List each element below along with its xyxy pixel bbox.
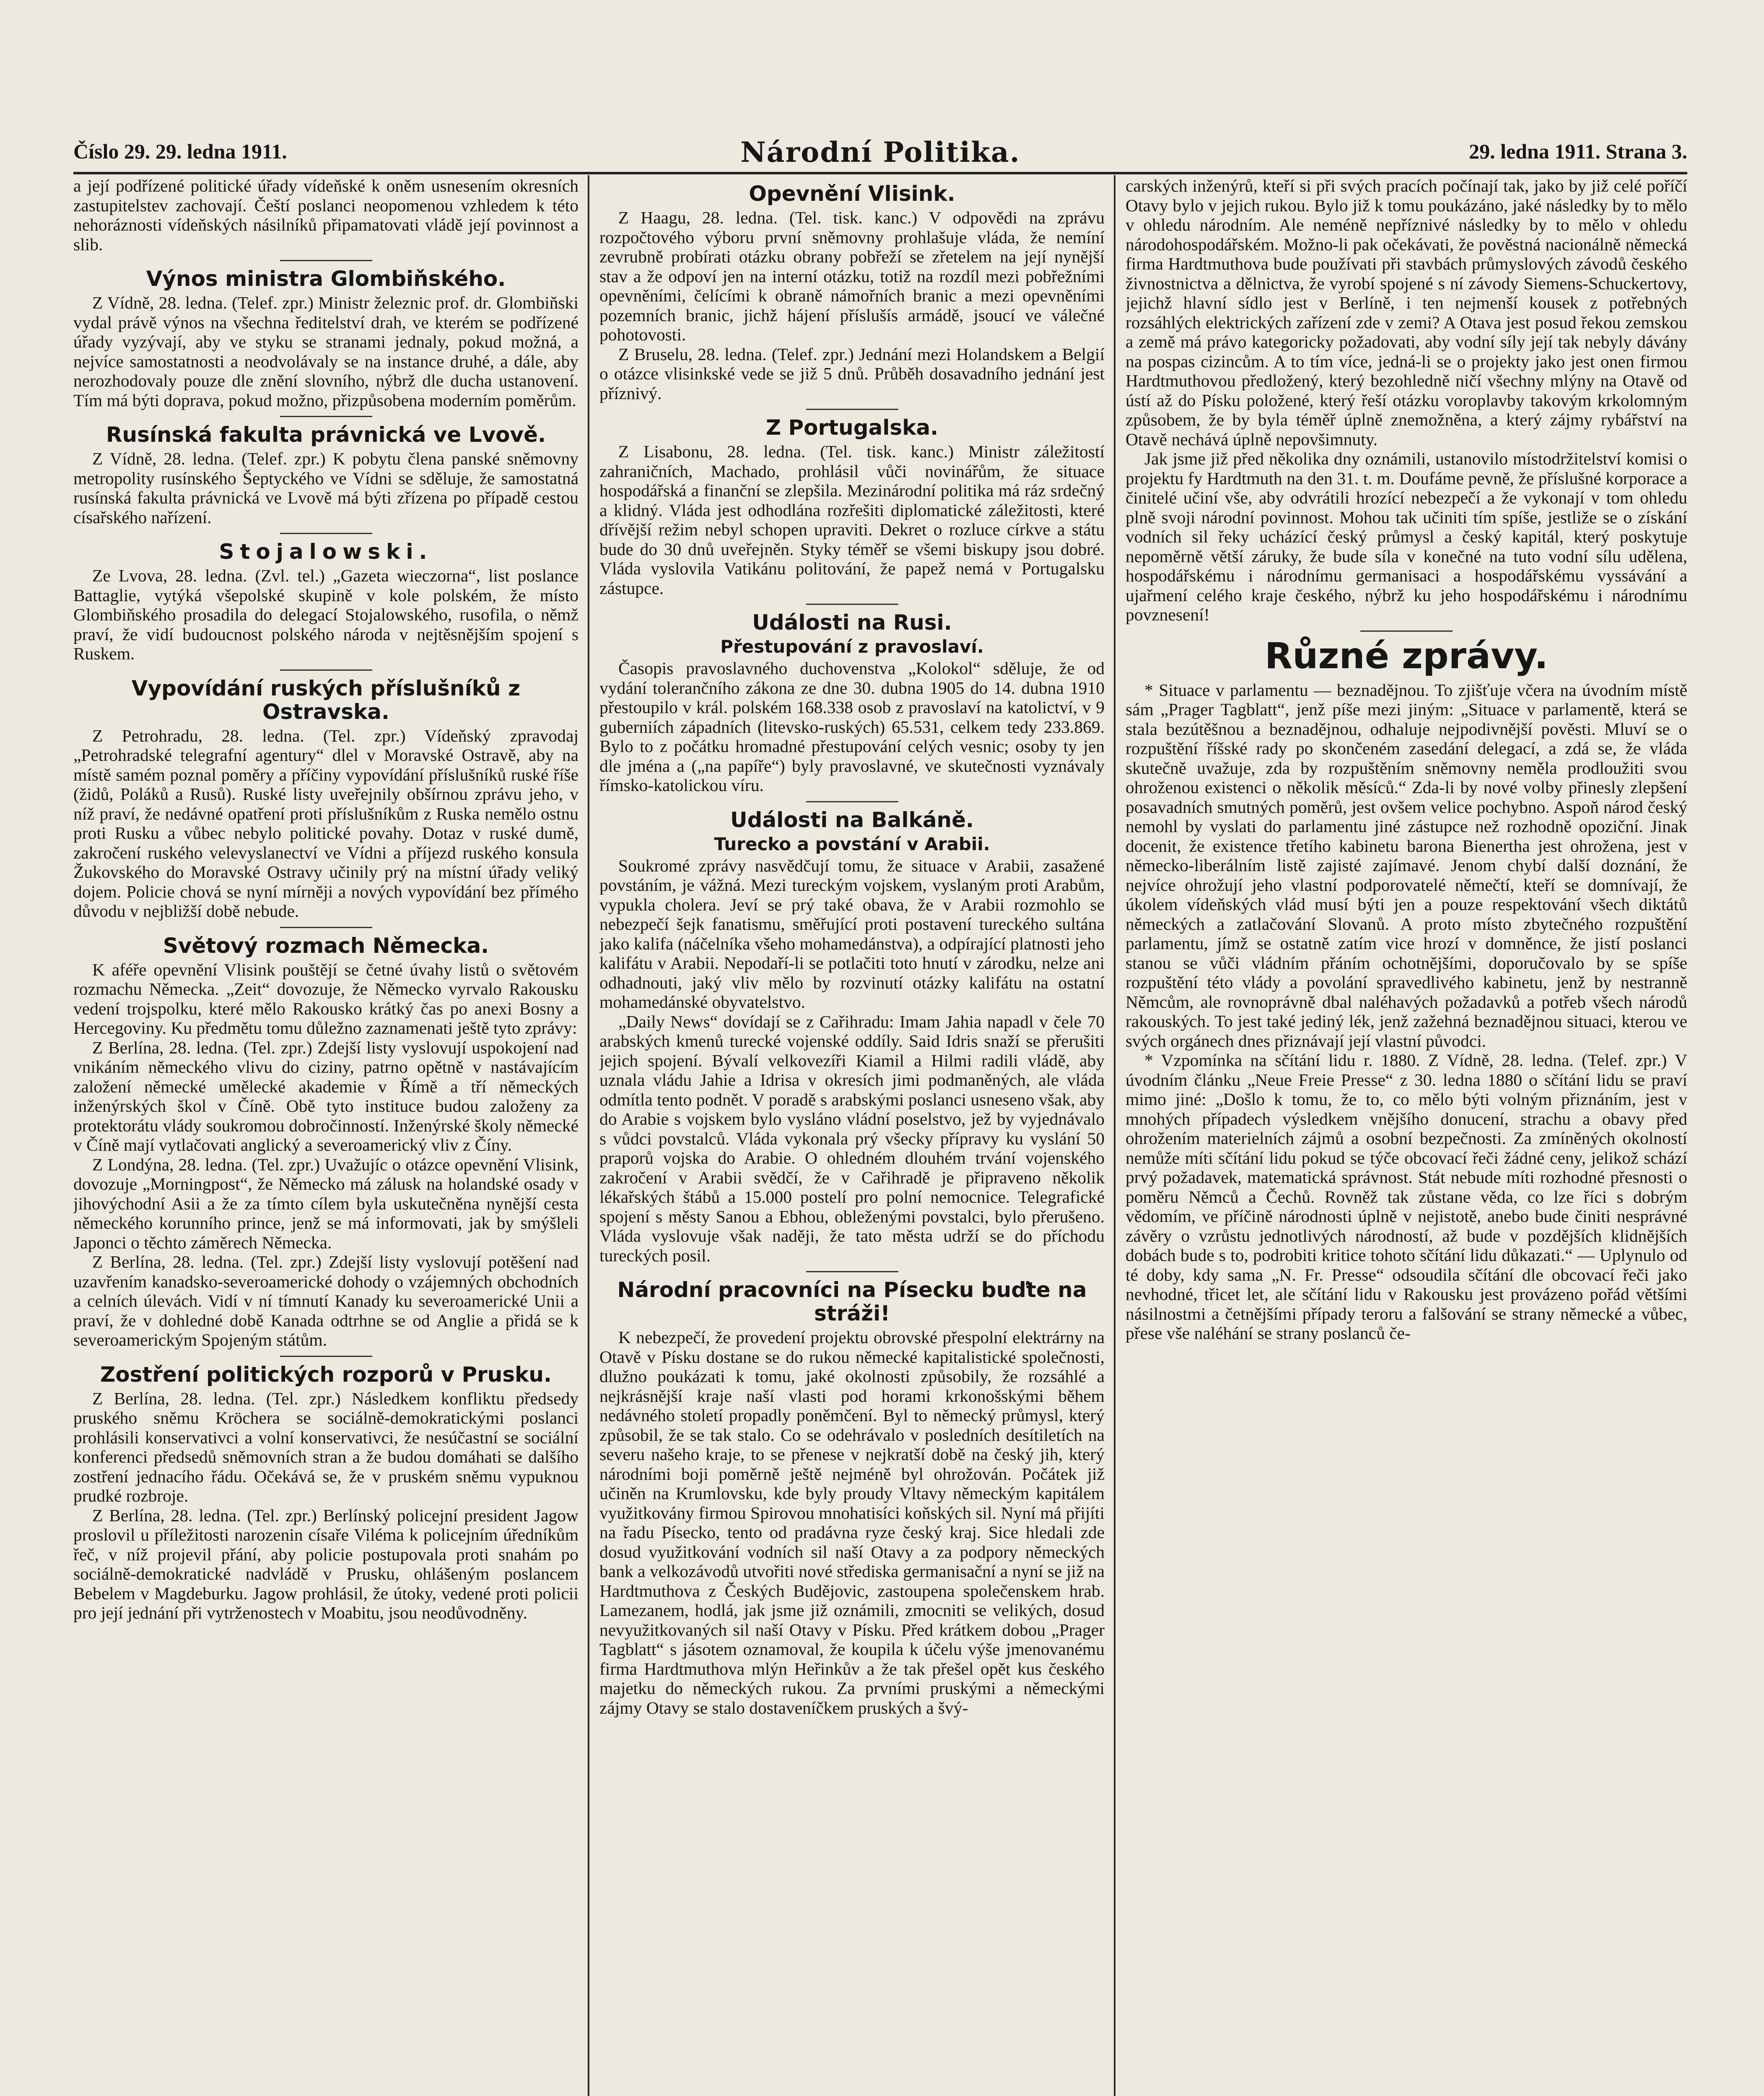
- separator: [280, 416, 372, 417]
- article-svetovy-1: K aféře opevnění Vlisink pouštějí se četné úvahy listů o světovém rozmachu Německa. „Zeit“ dovozuje, že Německo vyrvalo Rakousku vedení trojspolku, které mělo Rakousko krátký čas po anexi Bosny a Hercegoviny. Ku předmětu tomu důležno zaznamenati ještě tyto zprávy:: [73, 960, 578, 1038]
- column-3: [1126, 176, 1687, 2096]
- headline-rusinska: Rusínská fakulta právnická ve Lvově.: [106, 423, 546, 447]
- subheadline-prestupovani: Přestupování z pravoslaví.: [720, 636, 984, 657]
- headline-vynos: Výnos ministra Glombiňského.: [146, 267, 506, 291]
- headline-zostreni: Zostření politických rozporů v Prusku.: [100, 1362, 552, 1387]
- article-narodni-continuation-2: Jak jsme již před několika dny oznámili, ustanovilo místodržitelství komisi o projektu fy Hardtmuth na den 31. t. m. Doufáme pevně, že příslušné korporace a činitelé učiní vše, aby odvrátili hrozící nebezpečí a že vykonají v tom ohledu plně svoji národní povinnost. Mohou tak učiniti tím spíše, jestliže se o získání vodních sil řeky ucházící český průmysl a český kapitál, který poskytuje nepoměrně větší záruky, že bude síla v konečné na tuto vodní sílu udělena, hospodářskému i národnímu germanisaci a hospodářskému vyssávání a ujařmení celého kraje českého, nýbrž ku jeho hospodářskému i národnímu povznesení!: [1126, 449, 1687, 624]
- article-rusinska: Z Vídně, 28. ledna. (Telef. zpr.) K pobytu člena panské sněmovny metropolity rusínského Šeptyckého ve Vídni se sděluje, že samostatná rusínská fakulta právnická ve Lvově má býti zřízena po případě cestou císařského nařízení.: [73, 449, 578, 527]
- column-2: [599, 176, 1105, 2096]
- issue-date-left: Číslo 29. 29. ledna 1911.: [73, 140, 287, 163]
- separator: [806, 604, 898, 605]
- article-vynos: Z Vídně, 28. ledna. (Telef. zpr.) Ministr železnic prof. dr. Glombiňski vydal právě výnos na všechna ředitelství drah, ve kterém se podřízené úřady vyzývají, aby ve styku se stranami jednaly, pokud možná, a nejvíce samostatnosti a neodvolávaly se na instance druhé, a dále, aby nerozhodovaly pouze dle znění slovního, nýbrž dle ducha ustanovení. Tím má býti doprava, pokud možno, přizpůsobena moderním poměrům.: [73, 293, 578, 410]
- headline-vypovidani: Vypovídání ruských příslušníků z Ostravska.: [131, 676, 521, 724]
- column-rule-1: [588, 175, 589, 2096]
- article-vypovidani: Z Petrohradu, 28. ledna. (Tel. zpr.) Vídeňský zpravodaj „Petrohradské telegrafní agentury“ dlel v Moravské Ostravě, aby na místě samém poznal poměry a příčiny vypovídání příslušníků ruské říše (židů, Poláků a Rusů). Ruské listy uveřejnily obšírnou zprávu jeho, v níž praví, že nedávné opatření proti příslušníkům z Ruska nemělo ostnu proti Rusku a vůbec nebylo politické povahy. Dotaz v ruské dumě, zakročení ruského velevyslanectví ve Vídni a příjezd ruského konsula Žukovského do Moravské Ostravy učinily prý na místní úřady veliký dojem. Policie chová se nyní mírněji a nových vypovídání bez přímého důvodu v nejbližší době nebude.: [73, 726, 578, 921]
- column-rule-2: [1114, 175, 1115, 2096]
- article-narodni: K nebezpečí, že provedení projektu obrovské přespolní elektrárny na Otavě v Písku dostane se do rukou německé kapitalistické společnosti, dlužno poukázati k tomu, jaké okolnosti způsobily, že rozsáhlé a nejkrásnější kraje naší vlasti pod horami krkonošskými během nedávného století propadly poněmčení. Byl to německý průmysl, který způsobil, že se tak stalo. Co se odehrávalo v posledních desítiletích na severu našeho kraje, to se přenese v nejkratší době na český jih, který národními boji poměrně ještě nejméně byl ohrožován. Počátek již učiněn na Krumlovsku, kde byly proudy Vltavy německým kapitálem využitkovány firmou Spirovou mnohatisíci koňských sil. Nyní má přijíti na řadu Písecko, tento od pradávna ryze český kraj. Sice hledali zde dosud využitkování vodních sil naší Otavy a za podpory německých bank a velkozávodů utvořiti nové střediska germanisační a nyní se již na Hardtmuthova z Českých Budějovic, zastoupena společenskem hrab. Lamezanem, hodlá, jak jsme již oznámili, zmocniti se velikých, dosud nevyužitkovaných sil naší Otavy v Písku. Před krátkem dobou „Prager Tagblatt“ s jásotem oznamoval, že koupila k účelu výše jmenovanému firma Hardtmuthova mlýn Heřinkův a že tak přešel opět kus českého majetku do německých rukou. Za prvními pruskými a německými zájmy Otavy se stalo dostaveníčkem pruských a švý-: [599, 1328, 1105, 1717]
- article-svetovy-3: Z Londýna, 28. ledna. (Tel. zpr.) Uvažujíc o otázce opevnění Vlisink, dovozuje „Morningpost“, že Německo má zálusk na holandské osady v jihovýchodní Asii a že za tímto cílem byla uskutečněna nynější cesta německého korunního prince, jenž se má informovati, jak by smýšleli Japonci o těchto záměrech Německa.: [73, 1154, 578, 1252]
- headline-portugalska: Z Portugalska.: [765, 415, 939, 440]
- headline-svetovy: Světový rozmach Německa.: [163, 933, 489, 958]
- article-prestupovani: Časopis pravoslavného duchovenstva „Kolokol“ sděluje, že od vydání tolerančního zákona ze dne 30. dubna 1905 do 14. dubna 1910 přestoupilo v král. polském 168.338 osob z pravoslaví na katolictví, v 9 guberniích západních (litevsko-ruských) 65.531, celkem tedy 233.869. Bylo to z počátku hromadné přestupování celých vesnic; osoby ty jen dle jména a („na papíře“) byly pravoslavné, ve skutečnosti vyznávaly římsko-katolickou víru.: [599, 659, 1105, 795]
- headline-narodni: Národní pracovníci na Písecku buďte na stráži!: [617, 1278, 1087, 1326]
- separator: [1360, 630, 1453, 632]
- article-stojalowski: Ze Lvova, 28. ledna. (Zvl. tel.) „Gazeta wieczorna“, list poslance Battaglie, vytýká všepolské skupině v kole polském, že místo Glombiňského prosadila do delegací Stojalowského, rusofila, o němž praví, že vidí budoucnost polského národa v nejtěsnějším spojení s Ruskem.: [73, 566, 578, 663]
- masthead-title: Národní Politika.: [740, 136, 1020, 169]
- headline-udalosti-rusi: Události na Rusi.: [752, 610, 952, 635]
- separator: [806, 1271, 898, 1272]
- article-zostreni-2: Z Berlína, 28. ledna. (Tel. zpr.) Berlínský policejní president Jagow proslovil u příležitosti narozenin císaře Viléma k policejním úředníkům řeč, v níž projevil přání, aby policie postupovala proti snahám po sociálně-demokratické nadvládě v Prusku, ohlášeným poslancem Bebelem v Magdeburku. Jagow prohlásil, že útoky, vedené proti policii pro její jednání při vytrženostech v Moabitu, jsou neodůvodněny.: [73, 1505, 578, 1622]
- separator: [280, 1356, 372, 1357]
- separator: [280, 533, 372, 534]
- article-svetovy-4: Z Berlína, 28. ledna. (Tel. zpr.) Zdejší listy vyslovují potěšení nad uzavřením kanadsko-severoamerické dohody o vzájemných obchodních a celních úlevách. Vidí v ní tímnutí Kanady ku severoamerické Unii a praví, že v dohledné době Kanada odtrhne se od Anglie a přidá se k severoamerickým Spojeným státům.: [73, 1252, 578, 1349]
- headline-udalosti-balkane: Události na Balkáně.: [730, 807, 974, 832]
- news-item-situace: * Situace v parlamentu — beznadějnou. To zjišťuje včera na úvodním místě sám „Prager Tagblatt“, jenž píše mezi jiným: „Situace v parlamentě, která se stala bezútěšnou a beznadějnou, odhaluje nejpodivnější pověsti. Mluví se o rozpuštění říšské rady po skončeném zasedání delegací, a zdá se, že vláda skutečně uvažuje, zda by rozpuštěním sněmovny neměla prodloužiti svou ohroženou existenci o několik měsíců.“ Zda-li by nové volby přinesly zlepšení posavadních smutných poměrů, jest ovšem velice pochybno. Aspoň národ český nemohl by vyslati do parlamentu jiné zástupce než rozhodně opoziční. Jinak docenit, že existence třetího kabinetu barona Bienertha jest ohrožena, jest v německo-liberálním listě zajisté zajímavé. Jenom chybí další doznání, že nejvíce ohrožují jeho vlastní podporovatelé němečtí, kteří se domnívají, že úkolem vídeňských vlád musí býti jen a pouze respektování všech diktátů německých a zatlačování Slovanů. A proto místo zbytečného rozpuštění parlamentu, jímž se ostatně zatím vice hrozí v domněnce, že jistí poslanci stanou se vůči vládním přáním ochotnějšími, doporučovalo by se spíše rozpuštění této vlády a povolání spravedlivého kabinetu, jenž by nestranně Němcům, ale rovnoprávně dbal naléhavých požadavků a potřeb všech národů rakouských. To jest také jediný lék, jenž zažehná beznadějnou situaci, kterou ve svých orgánech dnes přiznávají její vlastní původci.: [1126, 680, 1687, 1051]
- article-opevneni-1: Z Haagu, 28. ledna. (Tel. tisk. kanc.) V odpovědi na zprávu rozpočtového výboru první sněmovny prohlašuje vláda, že nemíní zevrubně probírati otázku obrany pobřeží se zřetelem na její nynější stav a že odpoví jen na interní otázku, totiž na rozdíl mezi pobřežními opevněními, čelícími k obraně námořních branic a mezi opevněními pozemních branic, jichž hájení příslušís armádě, jsoucí ve válečné pohotovosti.: [599, 208, 1105, 344]
- article-opevneni-2: Z Bruselu, 28. ledna. (Telef. zpr.) Jednání mezi Holandskem a Belgií o otázce vlisinkské vede se již 5 dnů. Průběh dosavadního jednání jest příznivý.: [599, 344, 1105, 403]
- news-item-vzpominka: * Vzpomínka na sčítání lidu r. 1880. Z Vídně, 28. ledna. (Telef. zpr.) V úvodním článku „Neue Freie Presse“ z 30. ledna 1880 o sčítání lidu se praví mimo jiné: „Došlo k tomu, že to, co mělo býti volným přiznáním, jest v mnohých případech výsledkem vnějšího donucení, strachu a obavy před ohrožením materielních zájmů a osobní bezpečnosti. Za zmíněných okolností nemůže míti sčítání lidu pokud se týče obcovací řeči žádné ceny, jelikož schází prvý požadavek, matematická správnost. Stát nebude míti rozhodné přesnosti o poměru Němců a Čechů. Rovněž tak zůstane věda, co lze říci s dobrým vědomím, ve příčině národnosti úplně v nejistotě, anebo bude činiti nesprávné závěry o vzrůstu jednotlivých národností, až bude v pozdějších klidnějších dobách bude s to, podrobiti kritice tohoto sčítání lidu důkazati.“ — Uplynulo od té doby, kdy sama „N. Fr. Presse“ odsoudila sčítání dle obcovací řeči jako nevhodné, třicet let, ale sčítání lidu v Rakousku jest provázeno pořád většími násilnostmi a četnějšími případy teroru a falšování se strany německé a vůbec, přese vše naléhání se strany poslanců če-: [1126, 1051, 1687, 1343]
- headline-ruzne: Různé zprávy.: [1265, 635, 1548, 677]
- page-header: [73, 134, 1687, 174]
- headline-stojalowski: Stojalowski.: [219, 540, 433, 564]
- article-turecko-1: Soukromé zprávy nasvědčují tomu, že situace v Arabii, zasažené povstáním, je vážná. Mezi tureckým vojskem, vyslaným proti Arabům, vypukla cholera. Jeví se prý také obava, že v Arabii rozmohlo se nebezpečí šejk fanatismu, směřující proti postavení tureckého sultána jako kalifa (náčelníka všeho mohamedánstva), a odpírající platnosti jeho kalifátu v Arabii. Nepodaří-li se potlačiti toto hnutí v zárodku, nelze ani odhadnouti, jaký vliv mělo by rozvinutí otázky kalifátu na ostatní mohamedánské obyvatelstvo.: [599, 856, 1105, 1012]
- article-continuation: a její podřízené politické úřady vídeňské k oněm usnesením okresních zastupitelstev zachovají. Čeští poslanci neopomenou vzhledem k této nehoráznosti vídeňských násilníků připamatovati vládě její povinnost a slib.: [73, 176, 578, 254]
- separator: [280, 669, 372, 671]
- article-turecko-2: „Daily News“ dovídají se z Cařihradu: Imam Jahia napadl v čele 70 arabských kmenů turecké vojenské oddíly. Said Idris snaží se přerušiti jejich spojení. Bývalí velkovezíři Kiamil a Hilmi radili vládě, aby uznala vládu Jahie a Idrisa v okresích jimi podmaněných, ale vláda odmítla tento podnět. V poradě s arabskými poslanci usneseno však, aby do Arabie s vojskem bylo vysláno vládní poselstvo, jež by vyjednávalo s vůdci povstalců. Vláda vykonala prý všecky přípravy ku vyslání 50 praporů vojska do Arabie. O ohledném dlouhém trvání vojenského zakročení v Arabii svědčí, že v Cařihradě je připraveno několik lékařských štábů a 15.000 postelí pro polní nemocnice. Telegrafické spojení s městy Sanou a Ebhou, obleženými povstalci, bylo přerušeno. Vláda vyslovuje však naději, že tato města udrží se do příchodu tureckých posil.: [599, 1012, 1105, 1265]
- article-portugalska: Z Lisabonu, 28. ledna. (Tel. tisk. kanc.) Ministr záležitostí zahraničních, Machado, prohlásil vůči novinářům, že situace hospodářská a finanční se zlepšila. Mezinárodní politika má ráz srdečný a klidný. Vláda jest odhodlána rozřešiti diplomatické záležitosti, které dřívější režim nebyl schopen upraviti. Dekret o rozluce církve a státu bude do 30 dnů uveřejněn. Styky téměř se všemi biskupy jsou dobré. Vláda vyslovila Vatikánu politování, že papež nemá v Portugalsku zástupce.: [599, 442, 1105, 598]
- article-svetovy-2: Z Berlína, 28. ledna. (Tel. zpr.) Zdejší listy vyslovují uspokojení nad vnikáním německého vlivu do ciziny, patrno opětně v nastávajícím založení německé umělecké akademie v Římě a tří německých inženýrských škol v Číně. Obě tyto instituce budou založeny za protektorátu vlády soukromou dobročinností. Inženýrské školy německé v Číně mají vytlačovati anglický a severoamerický vliv z Číny.: [73, 1038, 578, 1154]
- headline-opevneni: Opevnění Vlisink.: [749, 182, 955, 206]
- date-page-right: 29. ledna 1911. Strana 3.: [1469, 140, 1687, 163]
- separator: [280, 260, 372, 261]
- column-1: [73, 176, 578, 2096]
- subheadline-turecko: Turecko a povstání v Arabii.: [714, 833, 990, 854]
- article-narodni-continuation: carských inženýrů, kteří si při svých pracích počínají tak, jako by již celé poříčí Otavy bylo v jejich rukou. Bylo již k tomu poukázáno, jaké následky by to mělo v ohledu národním. Ale neméně nepříznivé následky by to mělo v ohledu národohospodářském. Možno-li pak očekávati, že pověstná nacionálně německá firma Hardtmuthova bude používati při stavbách průmyslových závodů českého živnostnictva a dělnictva, že vyrobí spojené s ní závody Siemens-Schuckertovy, jejichž hlavní sídlo jest v Berlíně, i ten nejmenší kousek z potřebných rozsáhlých elektrických zařízení zde v zemi? A Otava jest posud řekou zemskou a země má právo kategoricky požadovati, aby vodní síly její tak nebyly dávány na pospas cizincům. A to tím více, jedná-li se o projekty jako jest onen firmou Hardtmuthovou předložený, který bezohledně ničí všechny mlýny na Otavě od ústí až do Písku položené, který řeší otázku voroplavby takovým krkolomným způsobem, že by byla téměř úplně znemožněna, a který zájmy rybářství na Otavě nechává úplně nepovšimnuty.: [1126, 176, 1687, 449]
- separator: [806, 801, 898, 802]
- separator: [806, 409, 898, 410]
- separator: [280, 927, 372, 928]
- article-zostreni-1: Z Berlína, 28. ledna. (Tel. zpr.) Následkem konfliktu předsedy pruského sněmu Kröchera se sociálně-demokratickými poslanci prohlásili konservativci a volní konservativci, že nesúčastní se sociální konferenci předsedů sněmovních stran a že budou domáhati se dalšího zostření jednacího řádu. Očekává se, že v pruském sněmu vypuknou prudké rozbroje.: [73, 1388, 578, 1505]
